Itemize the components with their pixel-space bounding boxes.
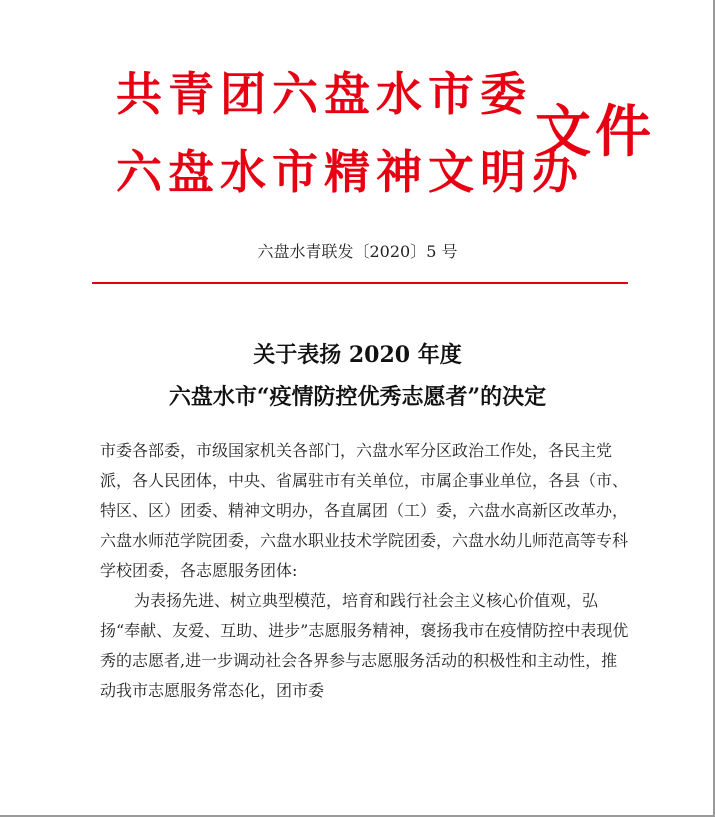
document-type-label: 文件 (535, 100, 655, 165)
document-body (100, 436, 630, 706)
issuing-org-line-2: 六盘水市精神文明办 (116, 145, 584, 199)
document-header (96, 48, 656, 228)
body-paragraph: 为表扬先进、树立典型模范，培育和践行社会主义核心价值观，弘扬“奉献、友爱、互助、进步”志愿服务精神，褒扬我市在疫情防控中表现优秀的志愿者,进一步调动社会各界参与志愿服务活动的积极性和主动性，推动我市志愿服务常态化，团市委 (100, 591, 629, 700)
issuing-org-line-1: 共青团六盘水市委 (116, 67, 532, 121)
document-title-line-1: 关于表扬 2020 年度 (253, 342, 462, 368)
document-title-line-2: 六盘水市“疫情防控优秀志愿者”的决定 (168, 384, 547, 410)
recipients-paragraph: 市委各部委，市级国家机关各部门，六盘水军分区政治工作处，各民主党派，各人民团体，中央、省属驻市有关单位，市属企事业单位，各县（市、特区、区）团委、精神文明办，各直属团（工）委，六盘水高新区改革办，六盘水师范学院团委，六盘水职业技术学院团委，六盘水幼儿师范高等专科学校团委，各志愿服务团体: (100, 441, 629, 580)
header-divider (92, 282, 628, 284)
document-number: 六盘水青联发〔2020〕5 号 (257, 242, 458, 261)
